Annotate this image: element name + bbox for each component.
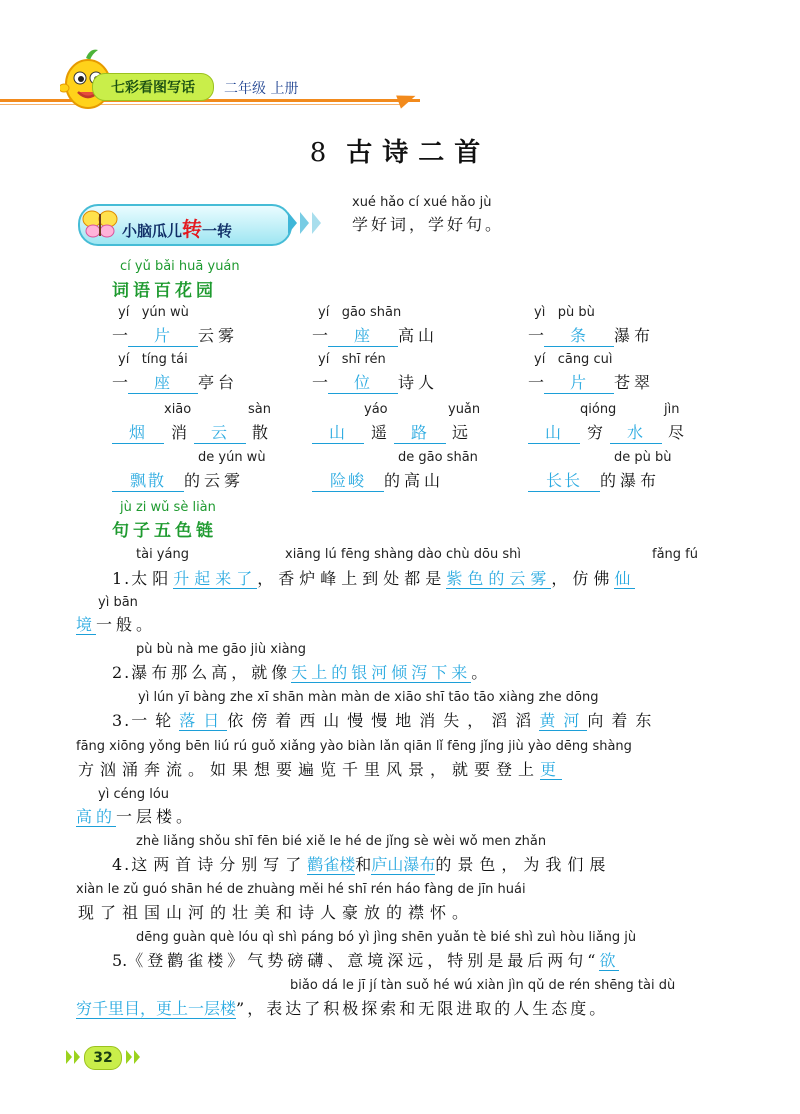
measure-word-prefix: 一 (528, 326, 545, 345)
s2-answer-1: 天上的银河倾泻下来 (291, 663, 472, 682)
de-phrase-pinyin: de gāo shān (398, 450, 478, 465)
s3-pinyin-2: fāng xiōng yǒng bēn liú rú guǒ xiǎng yào biàn lǎn qiān lǐ fēng jǐng jiù yào dēng shàng (76, 739, 632, 754)
sentence-5-cont (76, 996, 608, 1019)
sentence-heading: 句子五色链 (112, 521, 217, 541)
measure-word-answer: 条 (544, 323, 614, 347)
pair-answer-1: 山 (312, 420, 364, 444)
sentence-4 (112, 852, 611, 875)
measure-word-item (312, 323, 438, 347)
s3-answer-3: 更 (540, 760, 563, 779)
pair-char-2: 散 (251, 423, 268, 442)
measure-word-noun: 诗人 (398, 373, 439, 392)
pair-pinyin-1: xiāo (164, 402, 192, 417)
sentence-1 (112, 566, 635, 589)
measure-word-item (528, 370, 654, 394)
sentence-5 (112, 948, 619, 971)
measure-word-noun: 云雾 (198, 326, 239, 345)
page-number: 32 (84, 1046, 122, 1070)
sentence-heading-pinyin: jù zi wǔ sè liàn (120, 500, 216, 515)
s4-pinyin-2: xiàn le zǔ guó shān hé de zhuàng měi hé shī rén háo fàng de jīn huái (76, 882, 526, 897)
pair-char-1: 遥 (370, 423, 387, 442)
s5-answer-2: 穷千里目，更上一层楼 (76, 999, 237, 1018)
pair-char-1: 穷 (586, 423, 603, 442)
de-phrase-answer: 长长 (528, 468, 600, 492)
measure-word-answer: 片 (544, 370, 614, 394)
s5-pinyin-2: biǎo dá le jī jí tàn suǒ hé wú xiàn jìn qǔ de rén shēng tài dù (290, 978, 676, 993)
s4-number: 4. (112, 855, 132, 874)
s1-pinyin-1: tài yáng (136, 547, 189, 562)
s2-number: 2. (112, 663, 132, 682)
measure-word-prefix: 一 (312, 326, 329, 345)
s1-answer-1: 升起来了 (173, 569, 258, 588)
pair-answer-2: 水 (610, 420, 662, 444)
word-pair-item (528, 420, 690, 444)
s4-text-2: 和 (355, 855, 372, 874)
vocab-heading-pinyin: cí yǔ bǎi huā yuán (120, 259, 240, 274)
measure-word-pinyin: yí yún wù (118, 305, 189, 320)
measure-word-answer: 片 (128, 323, 198, 347)
vocab-heading: 词语百花园 (112, 281, 217, 301)
grade-label: 二年级 上册 (224, 81, 299, 97)
pair-pinyin-2: jìn (664, 402, 680, 417)
measure-word-pinyin: yí cāng cuì (534, 352, 613, 367)
measure-word-noun: 亭台 (198, 373, 239, 392)
de-phrase-answer: 飘散 (112, 468, 184, 492)
de-phrase-item (112, 468, 244, 492)
s1-text-3: ，仿佛 (551, 569, 615, 588)
measure-word-pinyin: yí gāo shān (318, 305, 402, 320)
s3-text-1: 一轮 (131, 711, 180, 730)
s1-text-1: 太阳 (131, 569, 174, 588)
measure-word-answer: 位 (328, 370, 398, 394)
s5-text-2: ”，表达了积极探索和无限进取的人生态度。 (236, 999, 609, 1018)
pair-char-2: 远 (451, 423, 468, 442)
de-phrase-pinyin: de pù bù (614, 450, 672, 465)
measure-word-item (112, 370, 238, 394)
measure-word-noun: 瀑布 (614, 326, 655, 345)
s1-text-2: ，香炉峰上到处都是 (257, 569, 447, 588)
chevron-icon (288, 212, 297, 234)
sentence-4-cont (78, 900, 474, 923)
s4-text-1: 这两首诗分别写了 (131, 855, 308, 874)
sentence-3 (112, 708, 659, 731)
footer-chevron-icon (134, 1050, 140, 1064)
chevron-icon (312, 212, 321, 234)
s5-number: 5. (112, 951, 128, 970)
s1-text-4: 一般。 (96, 615, 157, 634)
banner-label (122, 213, 232, 242)
de-phrase-item (312, 468, 444, 492)
header-arrow-icon (396, 89, 418, 108)
s1-answer-2: 紫色的云雾 (446, 569, 552, 588)
s4-answer-2: 庐山瀑布 (371, 855, 436, 874)
s4-text-4: 现了祖国山河的壮美和诗人豪放的襟怀。 (78, 903, 475, 922)
s2-text-2: 。 (471, 663, 492, 682)
pair-pinyin-2: sàn (248, 402, 271, 417)
sentence-2 (112, 660, 491, 683)
pair-pinyin-1: yáo (364, 402, 388, 417)
s3-text-4: 方汹涌奔流。如果想要遍览千里风景，就要登上 (78, 760, 541, 779)
s3-text-3: 向着东 (587, 711, 660, 730)
pair-answer-2: 云 (194, 420, 246, 444)
book-series-badge: 七彩看图写话 (92, 73, 214, 101)
footer-chevron-icon (66, 1050, 72, 1064)
intro-pinyin: xué hǎo cí xué hǎo jù (352, 195, 492, 210)
s3-text-5: 一层楼。 (116, 807, 197, 826)
s5-answer-1: 欲 (599, 951, 620, 970)
pair-char-1: 消 (170, 423, 187, 442)
measure-word-prefix: 一 (312, 373, 329, 392)
s1-pinyin-4: yì bān (98, 595, 138, 610)
chevron-icon (300, 212, 309, 234)
pair-char-2: 尽 (667, 423, 684, 442)
sentence-3-end (76, 804, 196, 827)
measure-word-prefix: 一 (112, 373, 129, 392)
pair-answer-1: 烟 (112, 420, 164, 444)
measure-word-pinyin: yí shī rén (318, 352, 386, 367)
banner-highlight: 转 (182, 217, 203, 241)
measure-word-item (528, 323, 654, 347)
measure-word-prefix: 一 (528, 373, 545, 392)
s3-number: 3. (112, 711, 132, 730)
measure-word-answer: 座 (128, 370, 198, 394)
s3-pinyin-3: yì céng lóu (98, 787, 170, 802)
pair-answer-1: 山 (528, 420, 580, 444)
measure-word-prefix: 一 (112, 326, 129, 345)
word-pair-item (312, 420, 474, 444)
measure-word-answer: 座 (328, 323, 398, 347)
s4-answer-1: 鹳雀楼 (307, 855, 356, 874)
banner-part1: 小脑瓜儿 (122, 222, 183, 240)
word-pair-item (112, 420, 274, 444)
s3-answer-2: 黄河 (539, 711, 588, 730)
de-phrase-pinyin: de yún wù (198, 450, 266, 465)
s2-pinyin: pù bù nà me gāo jiù xiàng (136, 642, 307, 657)
s3-pinyin-1: yì lún yī bàng zhe xī shān màn màn de xiāo shī tāo tāo xiàng zhe dōng (138, 690, 599, 705)
measure-word-item (112, 323, 238, 347)
de-phrase-text: 的瀑布 (600, 471, 661, 490)
s1-pinyin-2: xiāng lú fēng shàng dào chù dōu shì (285, 547, 521, 562)
s1-number: 1. (112, 569, 132, 588)
intro-text: 学好词，学好句。 (352, 215, 505, 234)
s1-pinyin-3: fǎng fú (652, 547, 698, 562)
s1-answer-4: 境 (76, 615, 97, 634)
de-phrase-text: 的高山 (384, 471, 445, 490)
measure-word-noun: 苍翠 (614, 373, 655, 392)
s2-text-1: 瀑布那么高，就像 (131, 663, 292, 682)
s4-text-3: 的景色，为我们展 (435, 855, 612, 874)
lesson-number: 8 (309, 138, 329, 168)
footer-chevron-icon (74, 1050, 80, 1064)
sentence-3-cont (78, 757, 562, 780)
section-banner (78, 200, 322, 246)
sentence-1-cont (76, 612, 156, 635)
footer-chevron-icon (126, 1050, 132, 1064)
page-title (0, 132, 800, 169)
de-phrase-item (528, 468, 660, 492)
pair-pinyin-2: yuǎn (448, 402, 481, 417)
s3-text-2: 依傍着西山慢慢地消失，滔滔 (227, 711, 540, 730)
measure-word-pinyin: yí tíng tái (118, 352, 188, 367)
s4-pinyin-1: zhè liǎng shǒu shī fēn bié xiě le hé de jǐng sè wèi wǒ men zhǎn (136, 834, 547, 849)
s3-answer-1: 落日 (179, 711, 228, 730)
measure-word-noun: 高山 (398, 326, 439, 345)
pair-pinyin-1: qióng (580, 402, 617, 417)
lesson-title: 古诗二首 (346, 138, 491, 168)
de-phrase-answer: 险峻 (312, 468, 384, 492)
banner-part2: 一转 (202, 222, 233, 240)
measure-word-pinyin: yì pù bù (534, 305, 595, 320)
de-phrase-text: 的云雾 (184, 471, 245, 490)
s5-text-1: 《登鹳雀楼》气势磅礴、意境深远，特别是最后两句“ (127, 951, 600, 970)
measure-word-item (312, 370, 438, 394)
butterfly-icon (82, 208, 118, 240)
s1-answer-3: 仙 (614, 569, 636, 588)
s5-pinyin-1: dēng guàn què lóu qì shì páng bó yì jìng shēn yuǎn tè bié shì zuì hòu liǎng jù (136, 930, 637, 945)
s3-answer-4: 高的 (76, 807, 117, 826)
pair-answer-2: 路 (394, 420, 446, 444)
